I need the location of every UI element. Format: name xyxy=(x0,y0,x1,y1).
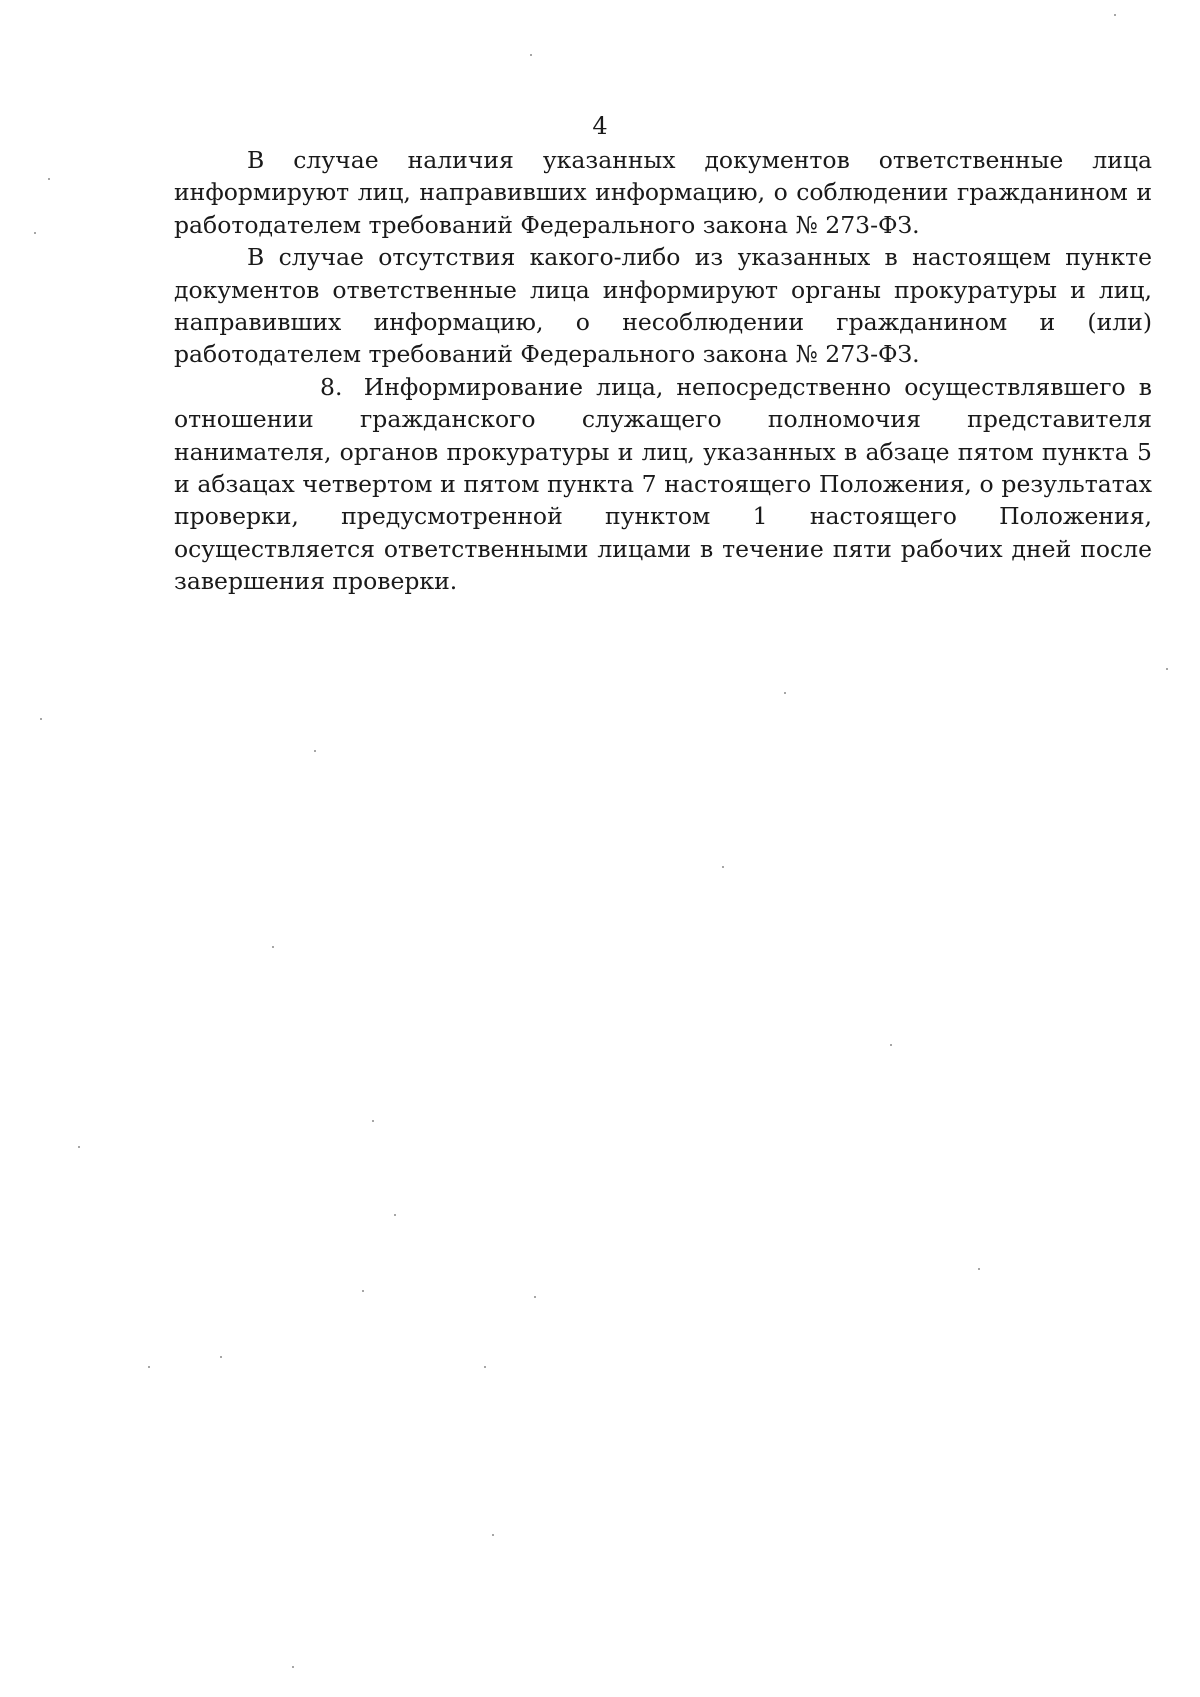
scan-speck xyxy=(48,178,50,180)
scan-speck xyxy=(78,1146,80,1148)
scan-speck xyxy=(34,232,36,234)
scan-speck xyxy=(784,692,786,694)
page-number: 4 xyxy=(592,112,608,140)
scan-speck xyxy=(314,750,316,752)
paragraph-documents-absent xyxy=(174,241,1152,371)
document-body xyxy=(174,144,1152,598)
scan-speck xyxy=(362,1290,364,1292)
paragraph-text: Информирование лица, непосредственно осуществлявшего в отношении гражданского служащего полномочия представителя нанимателя, органов прокуратуры и лиц, указанных в абзаце пятом пункта 5 и абзацах четвертом и пятом пункта 7 настоящего Положения, о результатах проверки, предусмотренной пунктом 1 настоящего Положения, осуществляется ответственными лицами в течение пяти рабочих дней после завершения проверки. xyxy=(174,372,1152,596)
scan-speck xyxy=(394,1214,396,1216)
paragraph-documents-present xyxy=(174,144,1152,241)
scan-speck xyxy=(722,866,724,868)
scan-speck xyxy=(484,1366,486,1368)
scan-speck xyxy=(1114,14,1116,16)
scan-speck xyxy=(292,1666,294,1668)
scan-speck xyxy=(890,1044,892,1046)
item-number: 8. xyxy=(320,372,343,401)
scan-speck xyxy=(220,1356,222,1358)
paragraph-item-8 xyxy=(174,371,1152,598)
scan-speck xyxy=(372,1120,374,1122)
scan-speck xyxy=(530,54,532,56)
paragraph-text: В случае наличия указанных документов ответственные лица информируют лиц, направивших информацию, о соблюдении гражданином и работодателем требований Федерального закона № 273-ФЗ. xyxy=(174,146,1152,239)
scan-speck xyxy=(148,1366,150,1368)
scan-speck xyxy=(272,946,274,948)
scan-speck xyxy=(492,1534,494,1536)
scan-speck xyxy=(978,1268,980,1270)
paragraph-text: В случае отсутствия какого-либо из указанных в настоящем пункте документов ответственные лица информируют органы прокуратуры и лиц, направивших информацию, о несоблюдении гражданином и (или) работодателем требований Федерального закона № 273-ФЗ. xyxy=(174,243,1152,369)
scan-speck xyxy=(534,1296,536,1298)
scan-speck xyxy=(40,718,42,720)
scan-speck xyxy=(1166,668,1168,670)
